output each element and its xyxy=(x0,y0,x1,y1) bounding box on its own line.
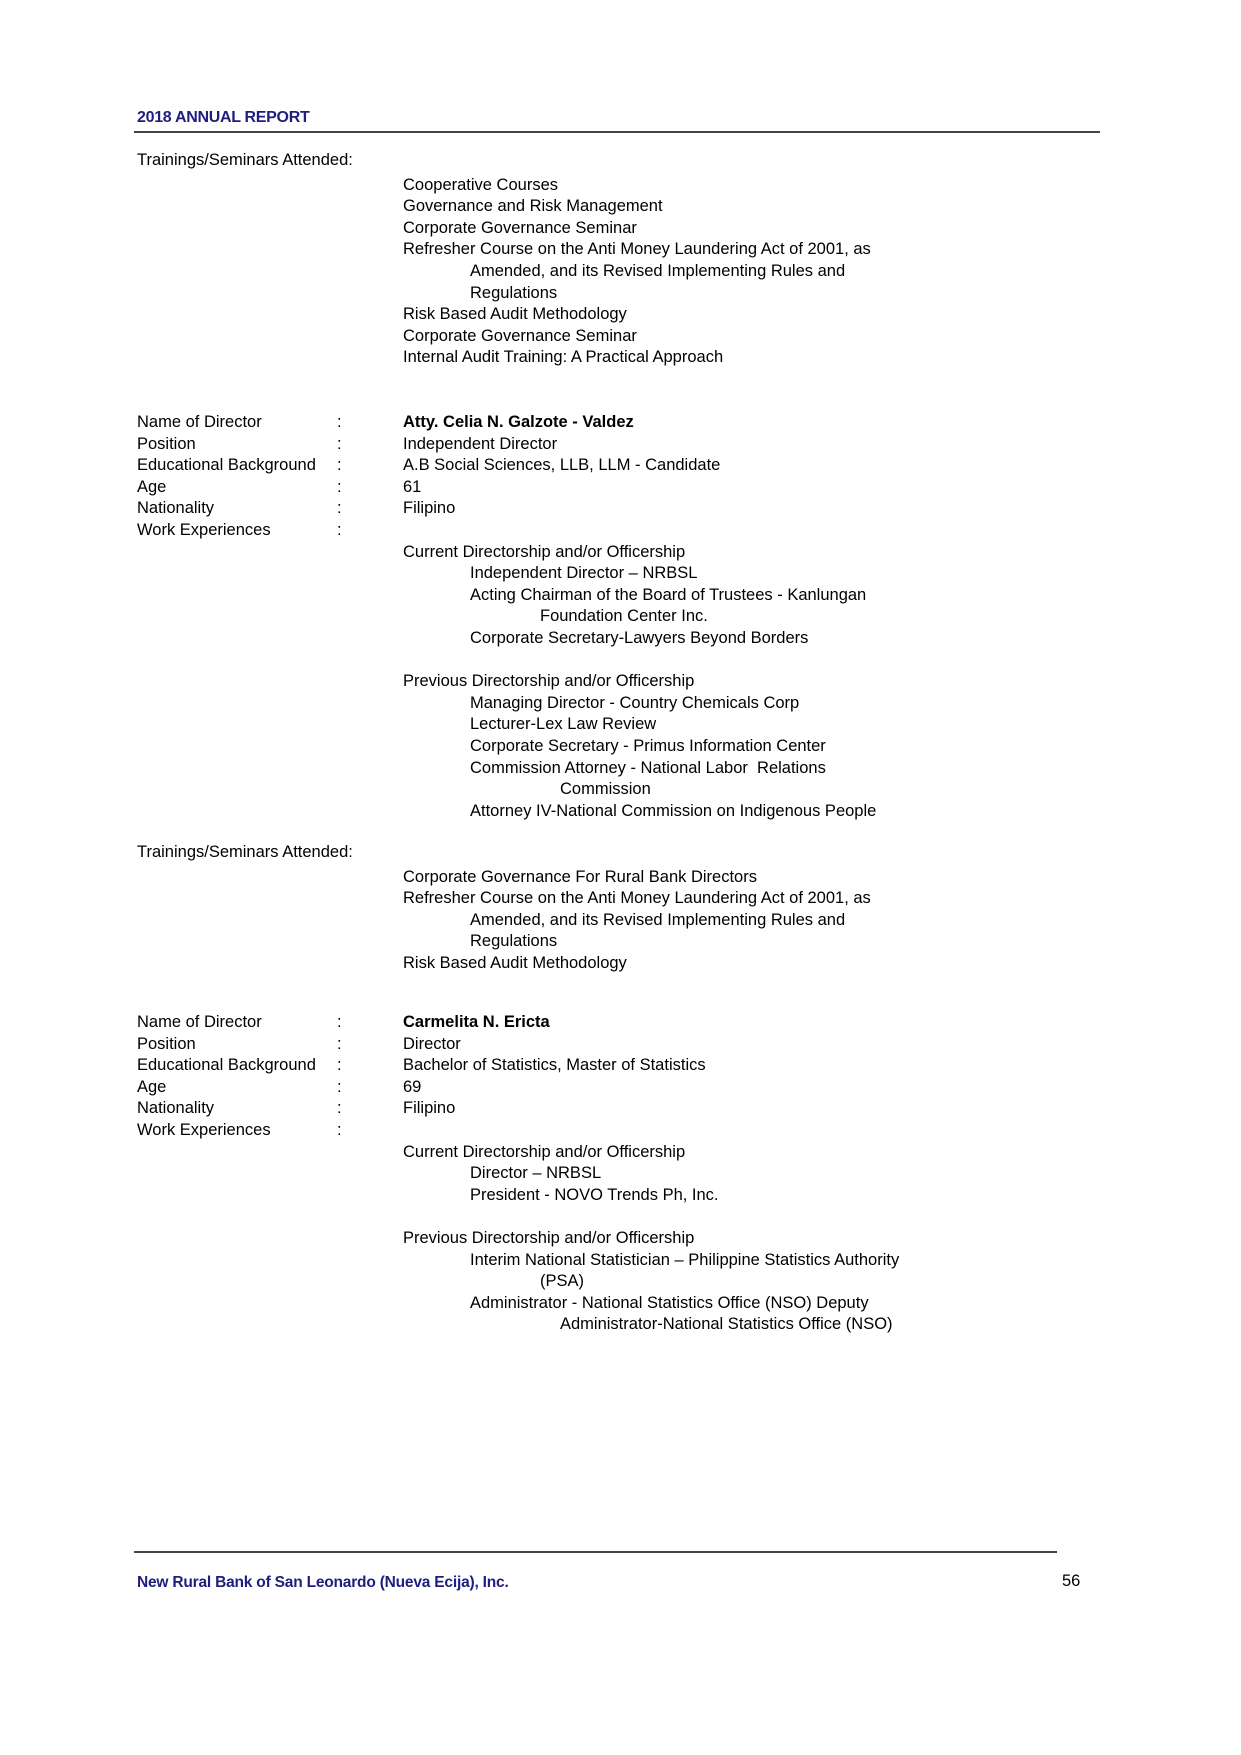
blank-line xyxy=(137,1206,1201,1228)
field-colon: : xyxy=(337,1034,342,1053)
experience-item: Lecturer-Lex Law Review xyxy=(470,715,657,734)
field-colon: : xyxy=(337,1099,342,1118)
field-value xyxy=(403,1120,1201,1142)
trainings-section-1 xyxy=(137,150,1201,369)
field-row xyxy=(137,412,1201,434)
director-profile-1 xyxy=(137,412,1201,822)
experience-item: President - NOVO Trends Ph, Inc. xyxy=(470,1185,719,1204)
field-colon: : xyxy=(337,499,342,518)
report-title: 2018 ANNUAL REPORT xyxy=(137,109,310,126)
field-row xyxy=(137,1098,1201,1120)
director-fields xyxy=(137,1012,1201,1142)
field-label: Nationality xyxy=(137,499,215,518)
field-label: Age xyxy=(137,1077,167,1096)
training-item: Refresher Course on the Anti Money Laundering Act of 2001, as xyxy=(403,889,871,908)
director-fields xyxy=(137,412,1201,542)
training-item: Risk Based Audit Methodology xyxy=(403,305,627,324)
experience-item: Commission Attorney - National Labor Relations xyxy=(470,758,826,777)
field-value: 61 xyxy=(403,477,422,496)
field-label: Educational Background xyxy=(137,1056,316,1075)
director-profile-2 xyxy=(137,1012,1201,1336)
training-item: Refresher Course on the Anti Money Laundering Act of 2001, as xyxy=(403,240,871,259)
field-colon: : xyxy=(337,1056,342,1075)
training-item: Corporate Governance Seminar xyxy=(403,326,637,345)
field-colon: : xyxy=(337,477,342,496)
field-colon: : xyxy=(337,434,342,453)
field-row xyxy=(137,498,1201,520)
field-row xyxy=(137,477,1201,499)
field-row xyxy=(137,1077,1201,1099)
field-colon: : xyxy=(337,1013,342,1031)
training-item-wrap: Regulations xyxy=(470,932,558,951)
subsection-header-previous: Previous Directorship and/or Officership xyxy=(403,1228,695,1247)
experience-item: Independent Director – NRBSL xyxy=(470,564,698,583)
experience-item: Managing Director - Country Chemicals Corp xyxy=(470,693,800,712)
director-name: Carmelita N. Ericta xyxy=(403,1013,550,1031)
header-rule xyxy=(134,131,1100,133)
training-item: Corporate Governance For Rural Bank Directors xyxy=(403,867,757,886)
blank-line xyxy=(137,650,1201,672)
training-item: Internal Audit Training: A Practical Approach xyxy=(403,348,724,367)
experience-item: Corporate Secretary-Lawyers Beyond Borders xyxy=(470,628,809,647)
field-row xyxy=(137,1055,1201,1077)
field-colon: : xyxy=(337,413,342,431)
field-label: Educational Background xyxy=(137,456,316,475)
training-item: Risk Based Audit Methodology xyxy=(403,953,627,972)
training-item-wrap: Amended, and its Revised Implementing Rules and xyxy=(470,910,846,929)
page-footer-bank-name: New Rural Bank of San Leonardo (Nueva Ecija), Inc. xyxy=(137,1574,509,1591)
experience-item: Interim National Statistician – Philippine Statistics Authority xyxy=(470,1250,900,1269)
field-row xyxy=(137,520,1201,542)
trainings-section-2 xyxy=(137,842,1201,975)
experience-item: Acting Chairman of the Board of Trustees - Kanlungan xyxy=(470,585,867,604)
field-row xyxy=(137,1034,1201,1056)
field-colon: : xyxy=(337,456,342,475)
experience-item: Corporate Secretary - Primus Information Center xyxy=(470,736,826,755)
field-label: Position xyxy=(137,434,196,453)
field-value: Independent Director xyxy=(403,434,558,453)
field-value: Director xyxy=(403,1034,461,1053)
field-value xyxy=(403,520,1201,542)
subsection-header-current: Current Directorship and/or Officership xyxy=(403,1142,686,1161)
field-label: Work Experiences xyxy=(137,1120,271,1139)
subsection-header-previous: Previous Directorship and/or Officership xyxy=(403,672,695,691)
trainings-list-2 xyxy=(137,867,1201,975)
field-colon: : xyxy=(337,520,342,539)
field-value: Filipino xyxy=(403,1099,456,1118)
field-label: Nationality xyxy=(137,1099,215,1118)
experience-item: Administrator - National Statistics Office (NSO) Deputy xyxy=(470,1293,869,1312)
experience-item: Attorney IV-National Commission on Indigenous People xyxy=(470,801,877,820)
field-colon: : xyxy=(337,1077,342,1096)
field-label: Position xyxy=(137,1034,196,1053)
experience-item-wrap: Commission xyxy=(560,780,651,799)
section-label: Trainings/Seminars Attended: xyxy=(137,151,353,169)
field-label: Name of Director xyxy=(137,1013,262,1031)
page-number: 56 xyxy=(1062,1572,1081,1590)
subsection-header-current: Current Directorship and/or Officership xyxy=(403,542,686,561)
experience-item-wrap: Foundation Center Inc. xyxy=(540,607,708,626)
experience-item-wrap: Administrator-National Statistics Office (NSO) xyxy=(560,1315,893,1334)
field-value: Bachelor of Statistics, Master of Statistics xyxy=(403,1056,706,1075)
director-name: Atty. Celia N. Galzote - Valdez xyxy=(403,413,634,431)
training-item: Cooperative Courses xyxy=(403,175,558,194)
training-item-wrap: Regulations xyxy=(470,283,558,302)
trainings-list-1 xyxy=(137,175,1201,369)
field-label: Age xyxy=(137,477,167,496)
field-value: 69 xyxy=(403,1077,422,1096)
training-item-wrap: Amended, and its Revised Implementing Rules and xyxy=(470,261,846,280)
field-value: A.B Social Sciences, LLB, LLM - Candidate xyxy=(403,456,721,475)
field-label: Name of Director xyxy=(137,413,262,431)
experience-item: Director – NRBSL xyxy=(470,1164,602,1183)
training-item: Governance and Risk Management xyxy=(403,197,663,216)
field-colon: : xyxy=(337,1120,342,1139)
field-row xyxy=(137,434,1201,456)
field-row xyxy=(137,455,1201,477)
experience-item-wrap: (PSA) xyxy=(540,1272,585,1291)
field-label: Work Experiences xyxy=(137,520,271,539)
footer-rule xyxy=(134,1551,1057,1553)
field-value: Filipino xyxy=(403,499,456,518)
training-item: Corporate Governance Seminar xyxy=(403,218,637,237)
field-row xyxy=(137,1012,1201,1034)
field-row xyxy=(137,1120,1201,1142)
section-label: Trainings/Seminars Attended: xyxy=(137,843,353,861)
